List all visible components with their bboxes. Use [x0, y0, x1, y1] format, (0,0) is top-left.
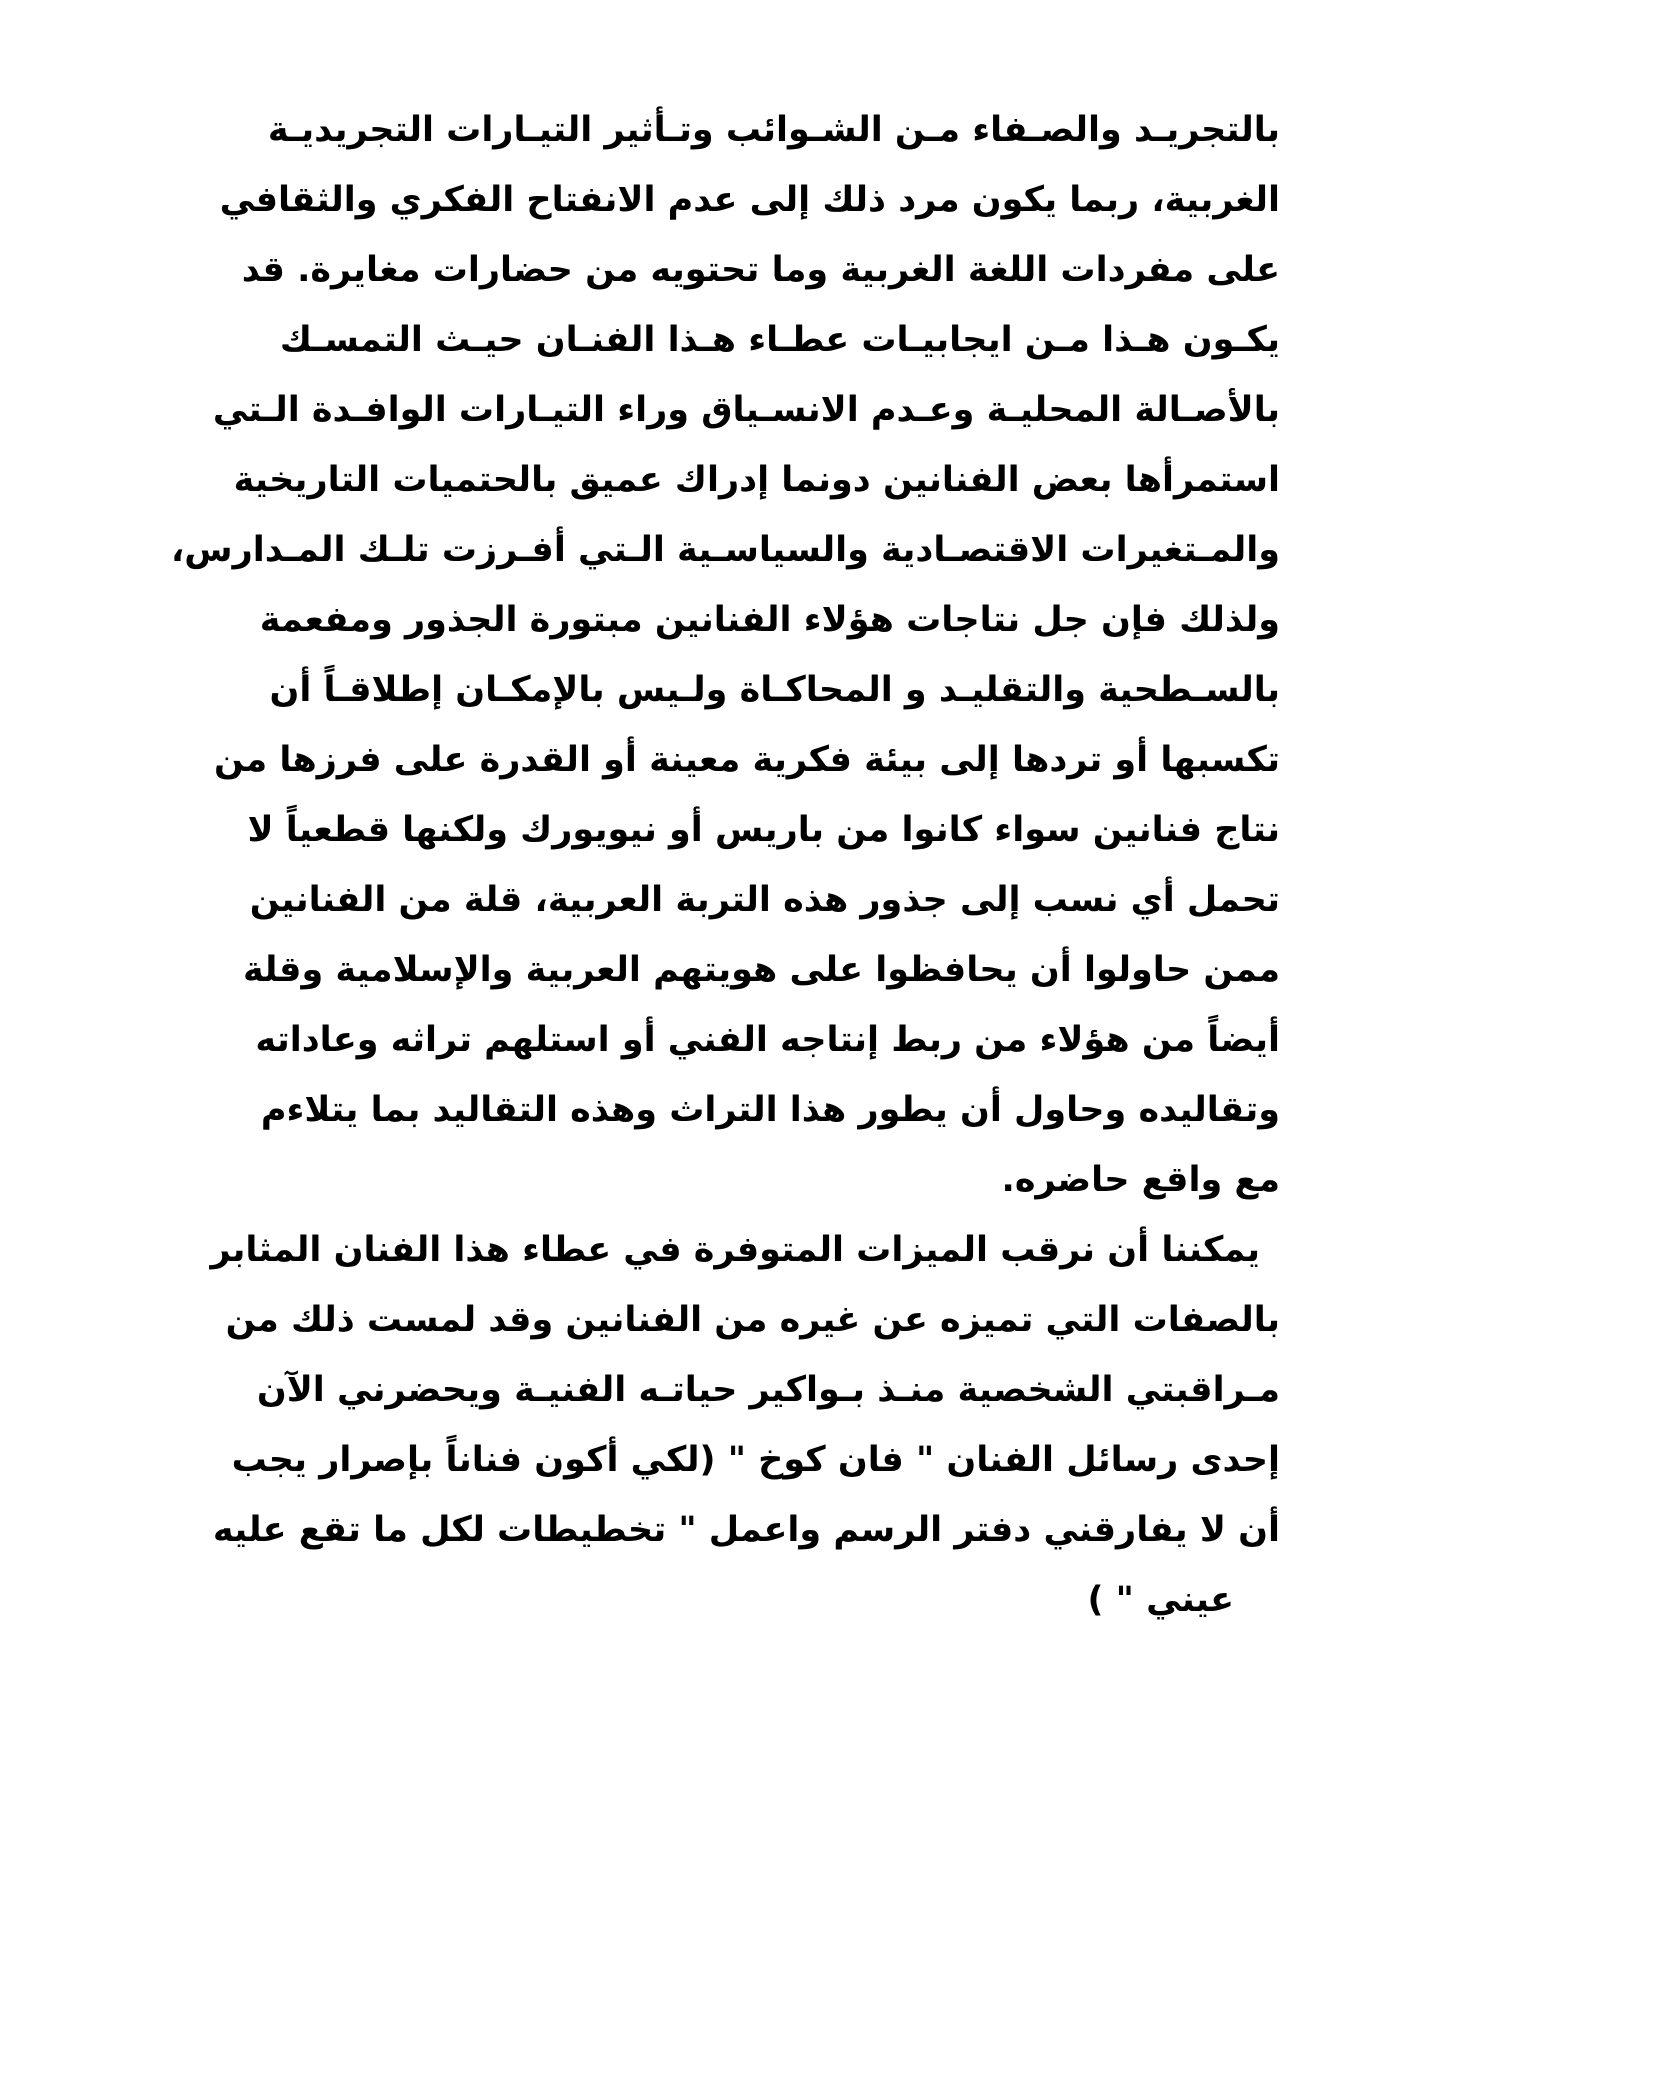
text-line: تكسبها أو تردها إلى بيئة فكرية معينة أو القدرة على فرزها من: [214, 740, 1280, 780]
text-line: بالأصـالة المحليـة وعـدم الانسـياق وراء التيـارات الوافـدة الـتي: [212, 390, 1280, 430]
text-line-paragraph-end: عيني " ): [1087, 1580, 1234, 1620]
text-line: ولذلك فإن جل نتاجات هؤلاء الفنانين مبتورة الجذور ومفعمة: [259, 600, 1280, 640]
text-line: يكـون هـذا مـن ايجابيـات عطـاء هـذا الفنـان حيـث التمسـك: [279, 320, 1280, 360]
text-line: تحمل أي نسب إلى جذور هذه التربة العربية، قلة من الفنانين: [249, 880, 1280, 920]
text-line: أن لا يفارقني دفتر الرسم واعمل " تخطيطات لكل ما تقع عليه: [212, 1510, 1280, 1550]
text-line: على مفردات اللغة الغربية وما تحتويه من حضارات مغايرة. قد: [241, 250, 1280, 290]
body-text: [171, 95, 1280, 1635]
text-line: بالتجريـد والصـفاء مـن الشـوائب وتـأثير التيـارات التجريديـة: [267, 110, 1280, 150]
text-line: أيضاً من هؤلاء من ربط إنتاجه الفني أو استلهم تراثه وعاداته: [255, 1020, 1280, 1060]
text-line: مـراقبتي الشخصية منـذ بـواكير حياتـه الفنيـة ويحضرني الآن: [256, 1370, 1280, 1410]
text-line: نتاج فنانين سواء كانوا من باريس أو نيويورك ولكنها قطعياً لا: [247, 810, 1280, 850]
text-line: استمرأها بعض الفنانين دونما إدراك عميق بالحتميات التاريخية: [233, 460, 1280, 500]
text-line: والمـتغيرات الاقتصـادية والسياسـية الـتي أفـرزت تلـك المـدارس،: [171, 530, 1280, 570]
text-line: وتقاليده وحاول أن يطور هذا التراث وهذه التقاليد بما يتلاءم: [260, 1090, 1280, 1130]
text-line: الغربية، ربما يكون مرد ذلك إلى عدم الانفتاح الفكري والثقافي: [219, 180, 1280, 220]
text-line-paragraph-end: مع واقع حاضره.: [1001, 1160, 1280, 1200]
text-line: إحدى رسائل الفنان " فان كوخ " (لكي أكون فناناً بإصرار يجب: [231, 1440, 1280, 1480]
text-line: ممن حاولوا أن يحافظوا على هويتهم العربية والإسلامية وقلة: [243, 950, 1280, 990]
text-line: بالصفات التي تميزه عن غيره من الفنانين وقد لمست ذلك من: [225, 1300, 1280, 1340]
text-line-paragraph-start: يمكننا أن نرقب الميزات المتوفرة في عطاء هذا الفنان المثابر: [210, 1230, 1260, 1270]
text-line: بالسـطحية والتقليـد و المحاكـاة ولـيس بالإمكـان إطلاقـاً أن: [269, 670, 1280, 710]
